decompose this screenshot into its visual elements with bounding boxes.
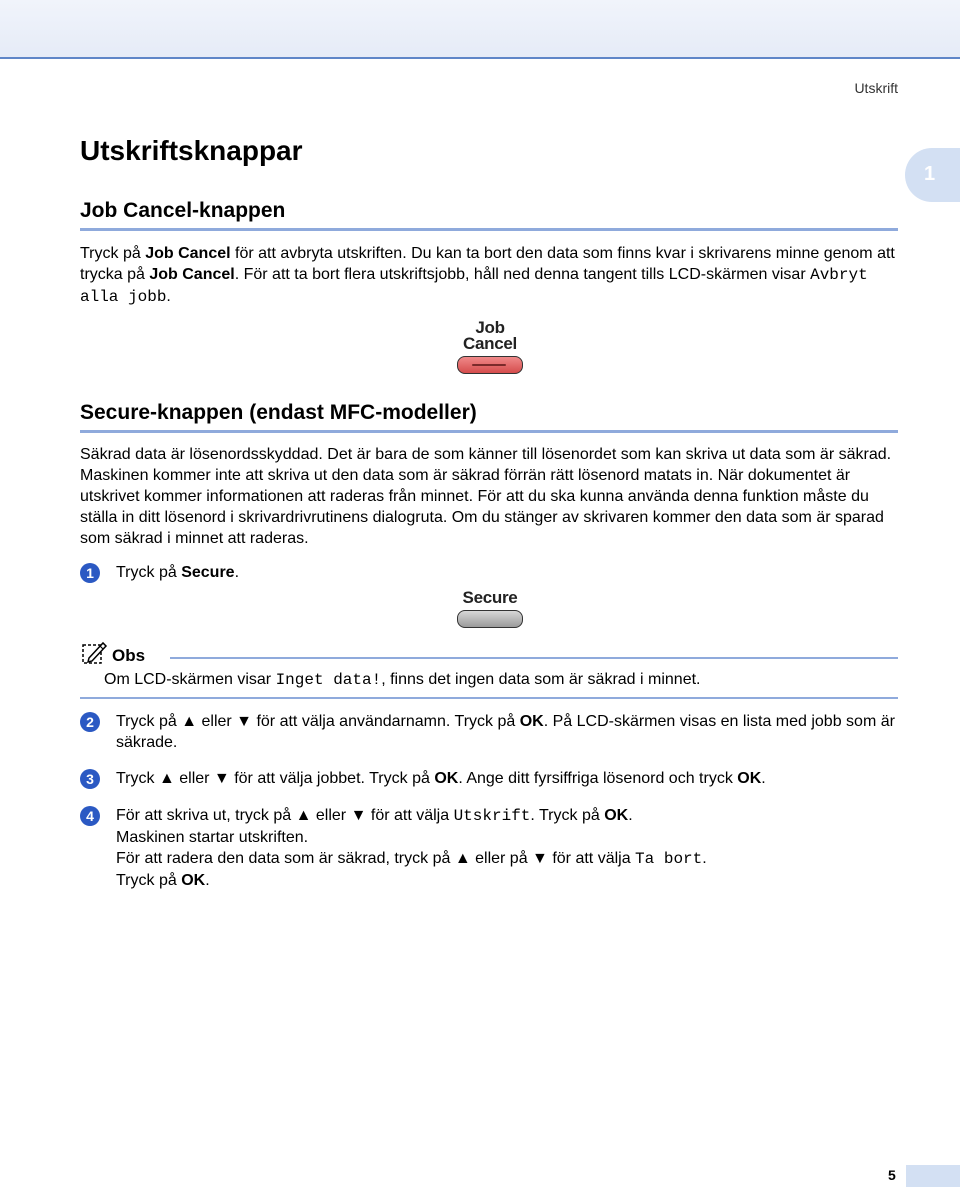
down-arrow-icon: ▼ <box>213 770 230 787</box>
page-number: 5 <box>888 1167 896 1183</box>
note-label: Obs <box>112 646 146 665</box>
job-cancel-button-figure <box>455 320 525 374</box>
job-cancel-label-line2: Cancel <box>463 334 517 353</box>
secure-heading: Secure-knappen (endast MFC-modeller) <box>80 401 477 424</box>
job-cancel-label-line1: Job <box>475 318 505 337</box>
secure-key-icon <box>457 610 523 628</box>
step-4-line-4: Tryck på OK. <box>116 872 210 889</box>
down-arrow-icon: ▼ <box>532 850 548 867</box>
up-arrow-icon: ▲ <box>181 713 198 730</box>
step-number: 3 <box>80 769 100 789</box>
top-banner <box>0 0 960 58</box>
job-cancel-heading: Job Cancel-knappen <box>80 199 286 222</box>
step-1: 1 Tryck på Secure. <box>80 562 910 586</box>
step-number: 4 <box>80 806 100 826</box>
note-pencil-icon <box>80 638 108 666</box>
step-number: 2 <box>80 712 100 732</box>
step-4-line-2: Maskinen startar utskriften. <box>116 829 309 846</box>
secure-button-figure <box>455 590 525 628</box>
page-number-tab <box>906 1165 960 1187</box>
lcd-text: Inget data! <box>275 671 382 689</box>
lcd-text: Avbryt alla jobb <box>80 266 868 306</box>
note-text: Om LCD-skärmen visar Inget data!, finns det ingen data som är säkrad i minnet. <box>104 671 701 689</box>
up-arrow-icon: ▲ <box>295 807 312 824</box>
down-arrow-icon: ▼ <box>350 807 367 824</box>
section-rule <box>80 430 898 433</box>
running-header: Utskrift <box>854 80 898 96</box>
step-4-line-1: För att skriva ut, tryck på ▲ eller ▼ för att välja Utskrift. Tryck på OK. <box>116 807 633 825</box>
lcd-text: Ta bort <box>635 850 703 868</box>
step-4-line-3: För att radera den data som är säkrad, tryck på ▲ eller på ▼ för att välja Ta bort. <box>116 850 707 868</box>
chapter-tab <box>905 148 960 202</box>
step-3: 3 Tryck ▲ eller ▼ för att välja jobbet. Tryck på OK. Ange ditt fyrsiffriga lösenord och tryck OK. <box>80 768 910 792</box>
section-rule <box>80 228 898 231</box>
secure-label: Secure <box>462 588 518 607</box>
step-4 <box>80 805 910 891</box>
chapter-number: 1 <box>924 163 936 185</box>
note-rule <box>170 657 898 659</box>
lcd-text: Utskrift <box>453 807 531 825</box>
job-cancel-key-icon <box>457 356 523 374</box>
top-divider <box>0 57 960 59</box>
up-arrow-icon: ▲ <box>158 770 175 787</box>
step-number: 1 <box>80 563 100 583</box>
secure-paragraph: Säkrad data är lösenordsskyddad. Det är bara de som känner till lösenordet som kan skriva ut data som är säkrad. Maskinen kommer inte att skriva ut den data som är säkrad förrän rätt lösenord matats in. När dokumentet är utskrivet kommer informationen att raderas från minnet. För att du ska kunna använda denna funktion måste du ställa in ditt lösenord i skrivardrivrutinens dialogruta. Om du stänger av skrivaren kommer den data som är sparad som säkrad i minnet att raderas. <box>80 446 892 547</box>
step-2: 2 Tryck på ▲ eller ▼ för att välja användarnamn. Tryck på OK. På LCD-skärmen visas en lista med jobb som är säkrade. <box>80 711 910 755</box>
up-arrow-icon: ▲ <box>454 850 471 867</box>
job-cancel-paragraph: Tryck på Job Cancel för att avbryta utskriften. Du kan ta bort den data som finns kvar i skrivarens minne genom att trycka på Job Cancel. För att ta bort flera utskriftsjobb, håll ned denna tangent tills LCD-skärmen visar Avbryt alla jobb. <box>80 245 895 306</box>
down-arrow-icon: ▼ <box>236 713 253 730</box>
note-bottom-rule <box>80 697 898 699</box>
page-title: Utskriftsknappar <box>80 135 303 166</box>
